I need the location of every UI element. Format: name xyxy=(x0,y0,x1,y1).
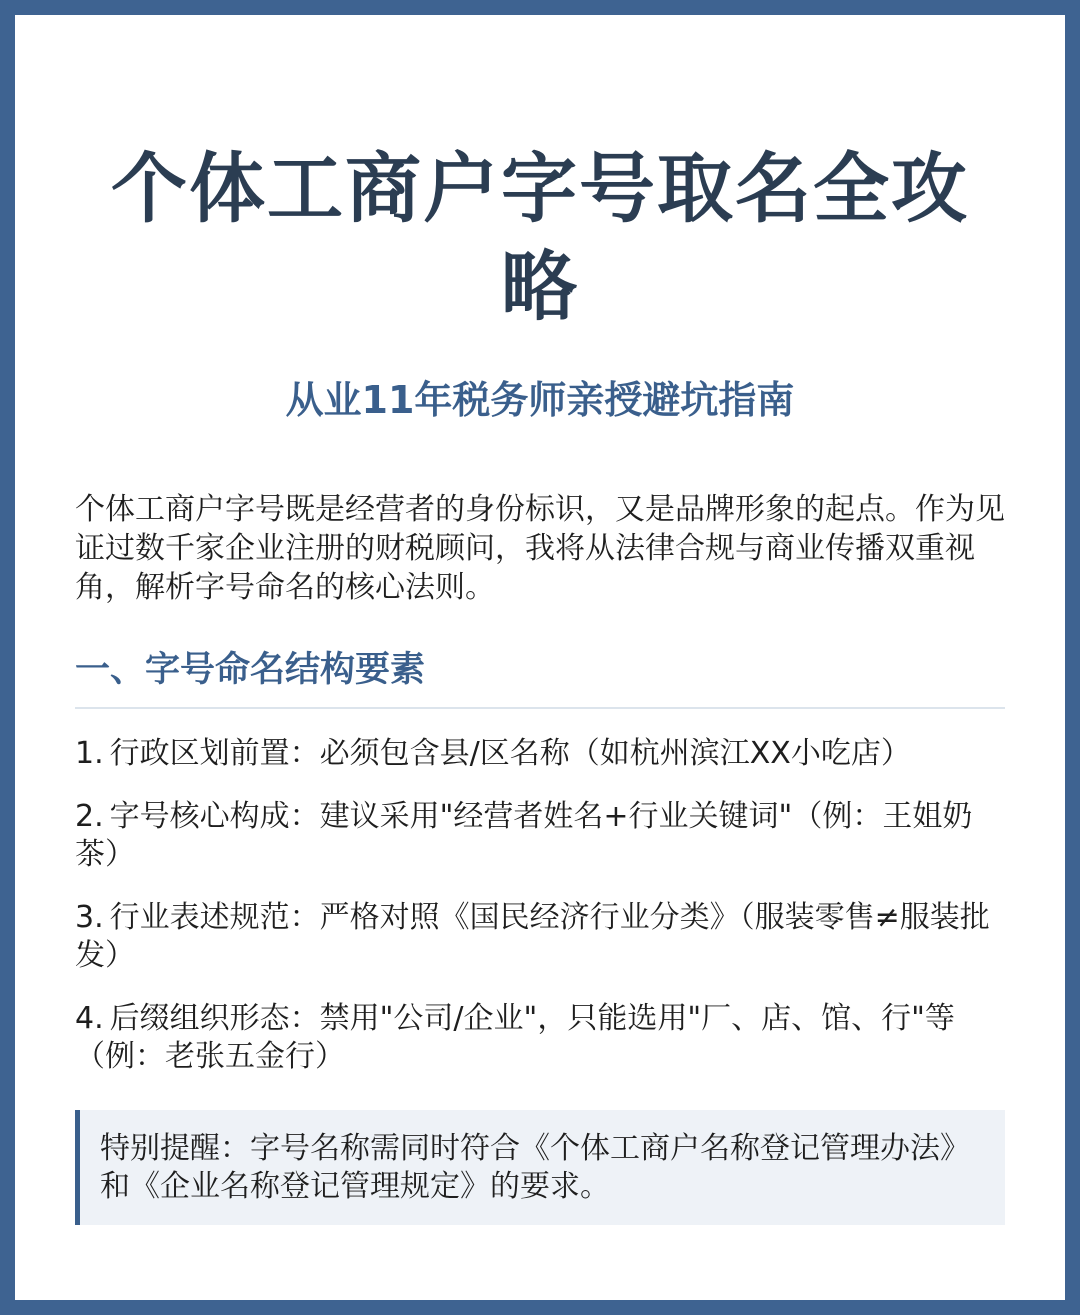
item-number: 3. xyxy=(75,900,104,935)
reminder-text: 特别提醒：字号名称需同时符合《个体工商户名称登记管理办法》和《企业名称登记管理规定》的要求。 xyxy=(100,1131,970,1204)
section-divider xyxy=(75,707,1005,709)
item-text: 行业表述规范：严格对照《国民经济行业分类》（服装零售≠服装批发） xyxy=(75,900,990,973)
section-heading: 一、字号命名结构要素 xyxy=(75,650,426,690)
item-text: 后缀组织形态：禁用"公司/企业"，只能选用"厂、店、馆、行"等（例：老张五金行） xyxy=(75,1001,955,1074)
list-item xyxy=(75,798,1010,874)
list-item xyxy=(75,899,1010,975)
list-item xyxy=(75,735,1010,773)
intro-paragraph: 个体工商户字号既是经营者的身份标识，又是品牌形象的起点。作为见证过数千家企业注册的财税顾问，我将从法律合规与商业传播双重视角，解析字号命名的核心法则。 xyxy=(75,492,1005,605)
item-number: 2. xyxy=(75,799,104,834)
list-item xyxy=(75,1000,1010,1076)
item-number: 4. xyxy=(75,1001,104,1036)
item-text: 行政区划前置：必须包含县/区名称（如杭州滨江XX小吃店） xyxy=(109,736,911,771)
rule-list xyxy=(75,735,1010,1101)
item-text: 字号核心构成：建议采用"经营者姓名+行业关键词"（例：王姐奶茶） xyxy=(75,799,973,872)
item-number: 1. xyxy=(75,736,104,771)
page-title: 个体工商户字号取名全攻略 xyxy=(111,144,969,331)
article-card xyxy=(15,15,1065,1300)
page-subtitle: 从业11年税务师亲授避坑指南 xyxy=(285,378,795,422)
reminder-callout xyxy=(75,1110,1005,1225)
